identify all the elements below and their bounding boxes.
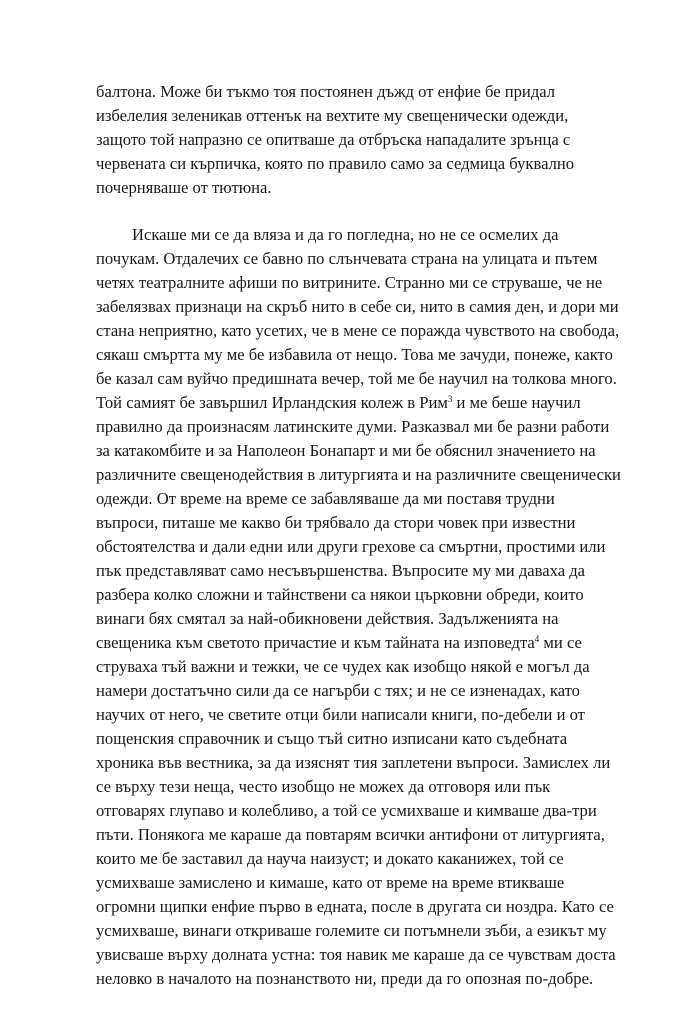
text-line: обстоятелства и дали едни или други грехове са смъртни, простими или [96,537,606,556]
text-line: защото той напразно се опитваше да отбръска нападалите зрънца с [96,130,571,149]
footnote-marker: 3 [447,394,453,404]
text-line: различните свещенодействия в литургията и на различните свещенически [96,465,621,484]
text-line: пък представляват само несъвършенства. Въпросите му ми даваха да [96,561,586,580]
text-line: сякаш смъртта му ме бе избавила от нещо. Това ме зачуди, понеже, както [96,345,613,364]
text-line: почерняваше от тютюна. [96,178,272,197]
footnote-marker: 4 [534,634,540,644]
text-line: отговарях глупаво и колебливо, а той се усмихваше и кимваше два-три [96,801,597,820]
text-line: стана неприятно, като усетих, че в мене се поражда чувството на свобода, [96,321,620,340]
text-line: за катакомбите и за Наполеон Бонапарт и ми бе обяснил значението на [96,441,596,460]
text-line: усмихваше замислено и кимаше, като от време на време втикваше [96,873,565,892]
text-line: които ме бе заставил да науча наизуст; и докато каканижех, той се [96,849,564,868]
text-line: червената си кърпичка, която по правило само за седмица буквално [96,154,575,173]
text-line: пощенския справочник и също тъй ситно изписани като съдебната [96,729,568,748]
text-line: избелелия зеленикав оттенък на вехтите му свещенически одежди, [96,106,569,125]
paragraph-2 [96,223,621,991]
text-line: научих от него, че светите отци били написали книги, по-дебели и от [96,705,585,724]
text-segment: и ме беше научил [452,393,581,412]
text-segment: свещеника към светото причастие и към тайната на изповедта [96,633,535,652]
text-line: разбера колко сложни и тайнствени са някои църковни обреди, които [96,585,584,604]
text-line: одежди. От време на време се забавляваше да ми поставя трудни [96,489,555,508]
text-line: винаги бях смятал за най-обикновени действия. Задълженията на [96,609,559,628]
text-line: пъти. Понякога ме караше да повтарям всички антифони от литургията, [96,825,605,844]
text-line: забелязвах признаци на скръб нито в себе си, нито в самия ден, и дори ми [96,297,619,316]
text-line: Искаше ми се да вляза и да го погледна, но не се осмелих да [132,225,559,244]
text-line: се върху тези неща, често изобщо не можех да отговоря или пък [96,777,551,796]
text-line: въпроси, питаше ме какво би трябвало да стори човек при известни [96,513,576,532]
text-line: четях театралните афиши по витрините. Странно ми се струваше, че не [96,273,603,292]
text-line: правилно да произнасям латинските думи. Разказвал ми бе разни работи [96,417,610,436]
paragraph-1 [96,80,604,200]
text-line: увисваше върху долната устна: тоя навик ме караше да се чувствам доста [96,945,616,964]
text-segment: Той самият бе завършил Ирландския колеж в Рим [96,393,448,412]
text-line: неловко в началото на познанството ни, преди да го опозная по-добре. [96,969,594,988]
text-line: хроника във вестника, за да изяснят тия заплетени въпроси. Замислех ли [96,753,611,772]
text-line: балтона. Може би тъкмо тоя постоянен дъжд от енфие бе придал [96,82,556,101]
text-segment: ми се [539,633,582,652]
text-line: струваха тъй важни и тежки, че се чудех как изобщо някой е могъл да [96,657,590,676]
text-line: почукам. Отдалечих се бавно по слънчевата страна на улицата и пътем [96,249,598,268]
text-line: огромни щипки енфие първо в едната, после в другата си ноздра. Като се [96,897,614,916]
text-line-with-footnote [96,631,604,655]
text-line: усмихваше, винаги откриваше големите си потъмнели зъби, а езикът му [96,921,607,940]
text-line-with-footnote [96,391,604,415]
text-line: бе казал сам вуйчо предишната вечер, той ме бе научил на толкова много. [96,369,617,388]
text-line: намери достатъчно сили да се нагърби с тях; и не се изненадах, като [96,681,580,700]
